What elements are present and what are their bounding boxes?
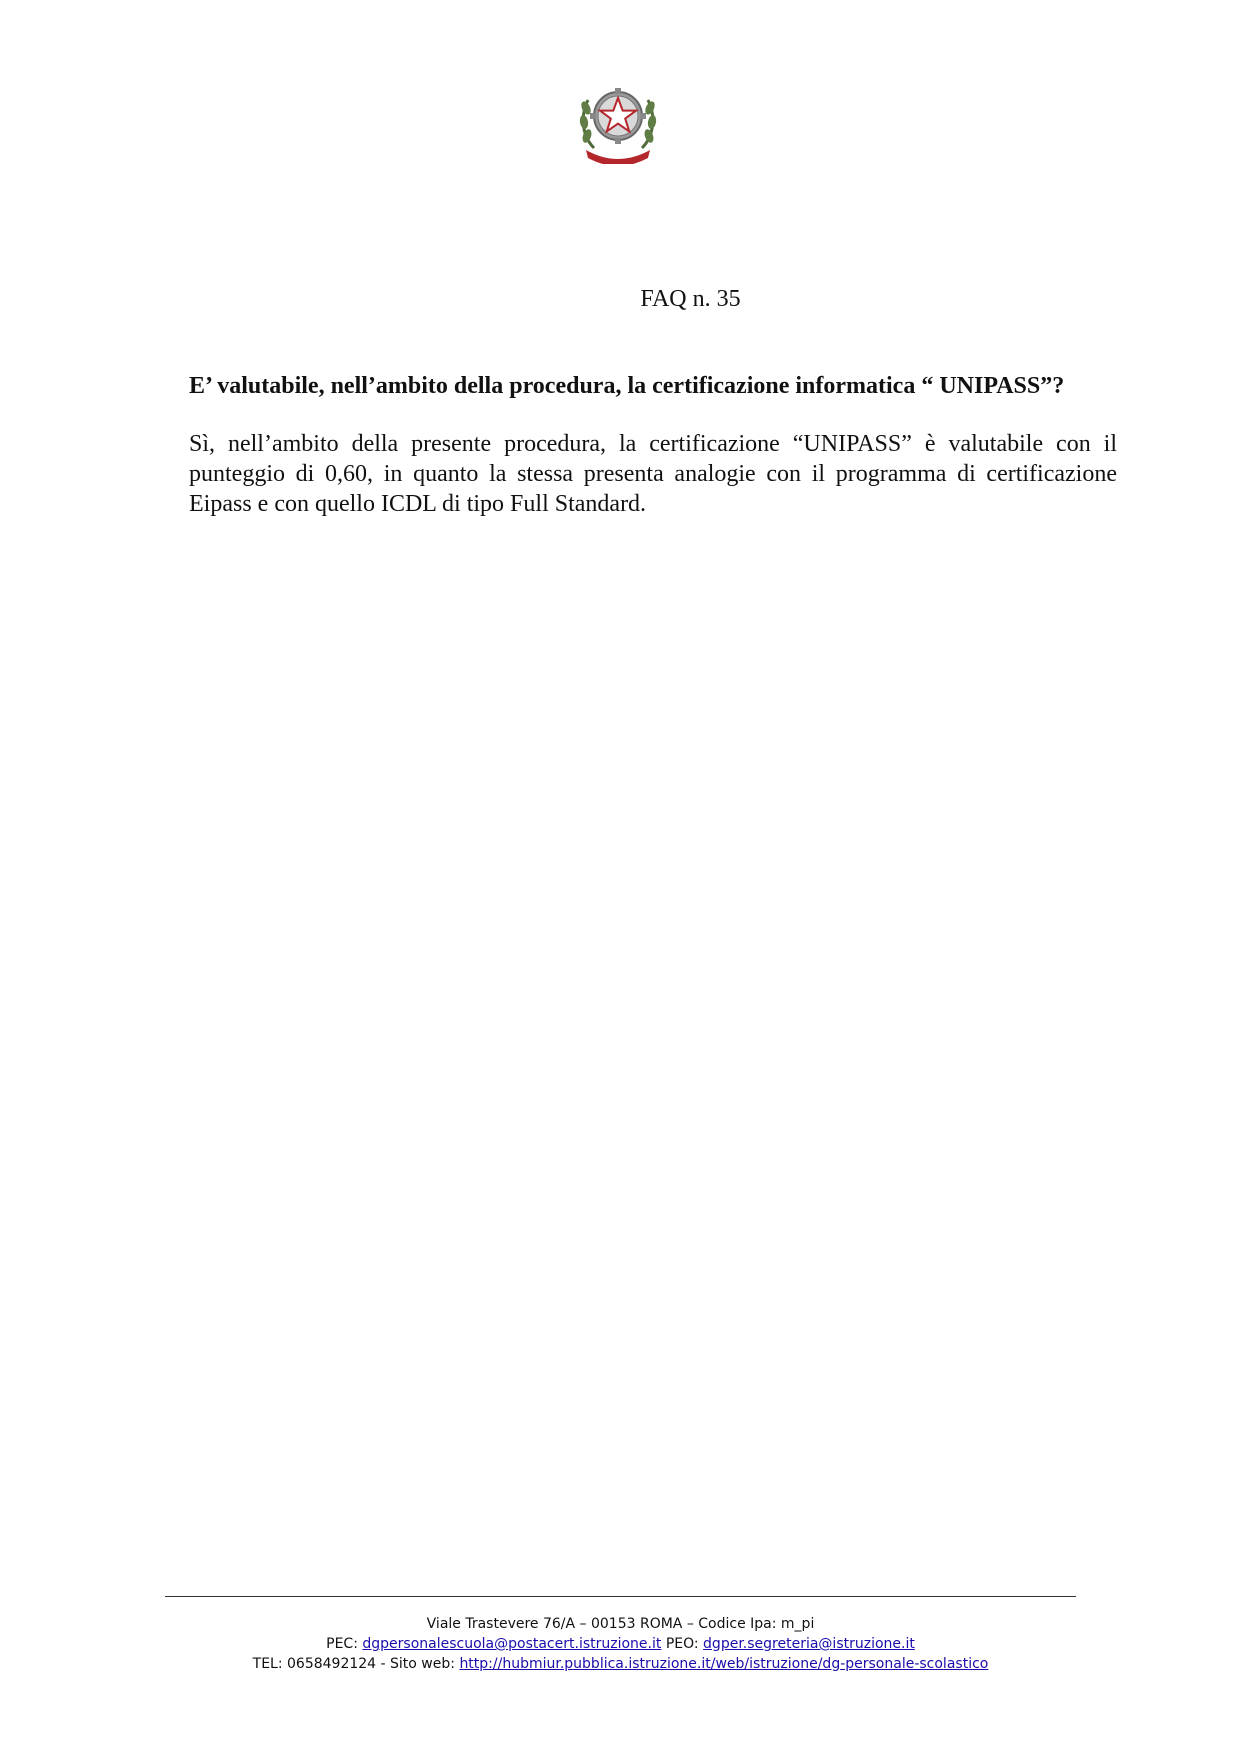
website-link[interactable]: http://hubmiur.pubblica.istruzione.it/web/istruzione/dg-personale-scolastico	[459, 1656, 989, 1672]
footer-contacts	[0, 1634, 1241, 1654]
peo-label: PEO:	[665, 1636, 699, 1652]
tel-label: TEL: 0658492124 - Sito web:	[252, 1656, 455, 1672]
peo-email-link[interactable]: dgper.segreteria@istruzione.it	[703, 1636, 915, 1652]
faq-title: FAQ n. 35	[640, 286, 741, 312]
faq-question: E’ valutabile, nell’ambito della procedura, la certificazione informatica “ UNIPASS”?	[189, 373, 1065, 399]
pec-label: PEC:	[326, 1636, 358, 1652]
footer-web	[0, 1654, 1241, 1674]
footer	[0, 1614, 1241, 1674]
footer-divider	[165, 1596, 1076, 1597]
footer-address: Viale Trastevere 76/A – 00153 ROMA – Codice Ipa: m_pi	[426, 1616, 815, 1632]
faq-answer: Sì, nell’ambito della presente procedura, la certificazione “UNIPASS” è valutabile con il punteggio di 0,60, in quanto la stessa presenta analogie con il programma di certificazione Eipass e con quello ICDL di tipo Full Standard.	[189, 431, 1117, 517]
pec-email-link[interactable]: dgpersonalescuola@postacert.istruzione.it	[362, 1636, 662, 1652]
emblem-repubblica-italiana-icon	[578, 78, 658, 164]
